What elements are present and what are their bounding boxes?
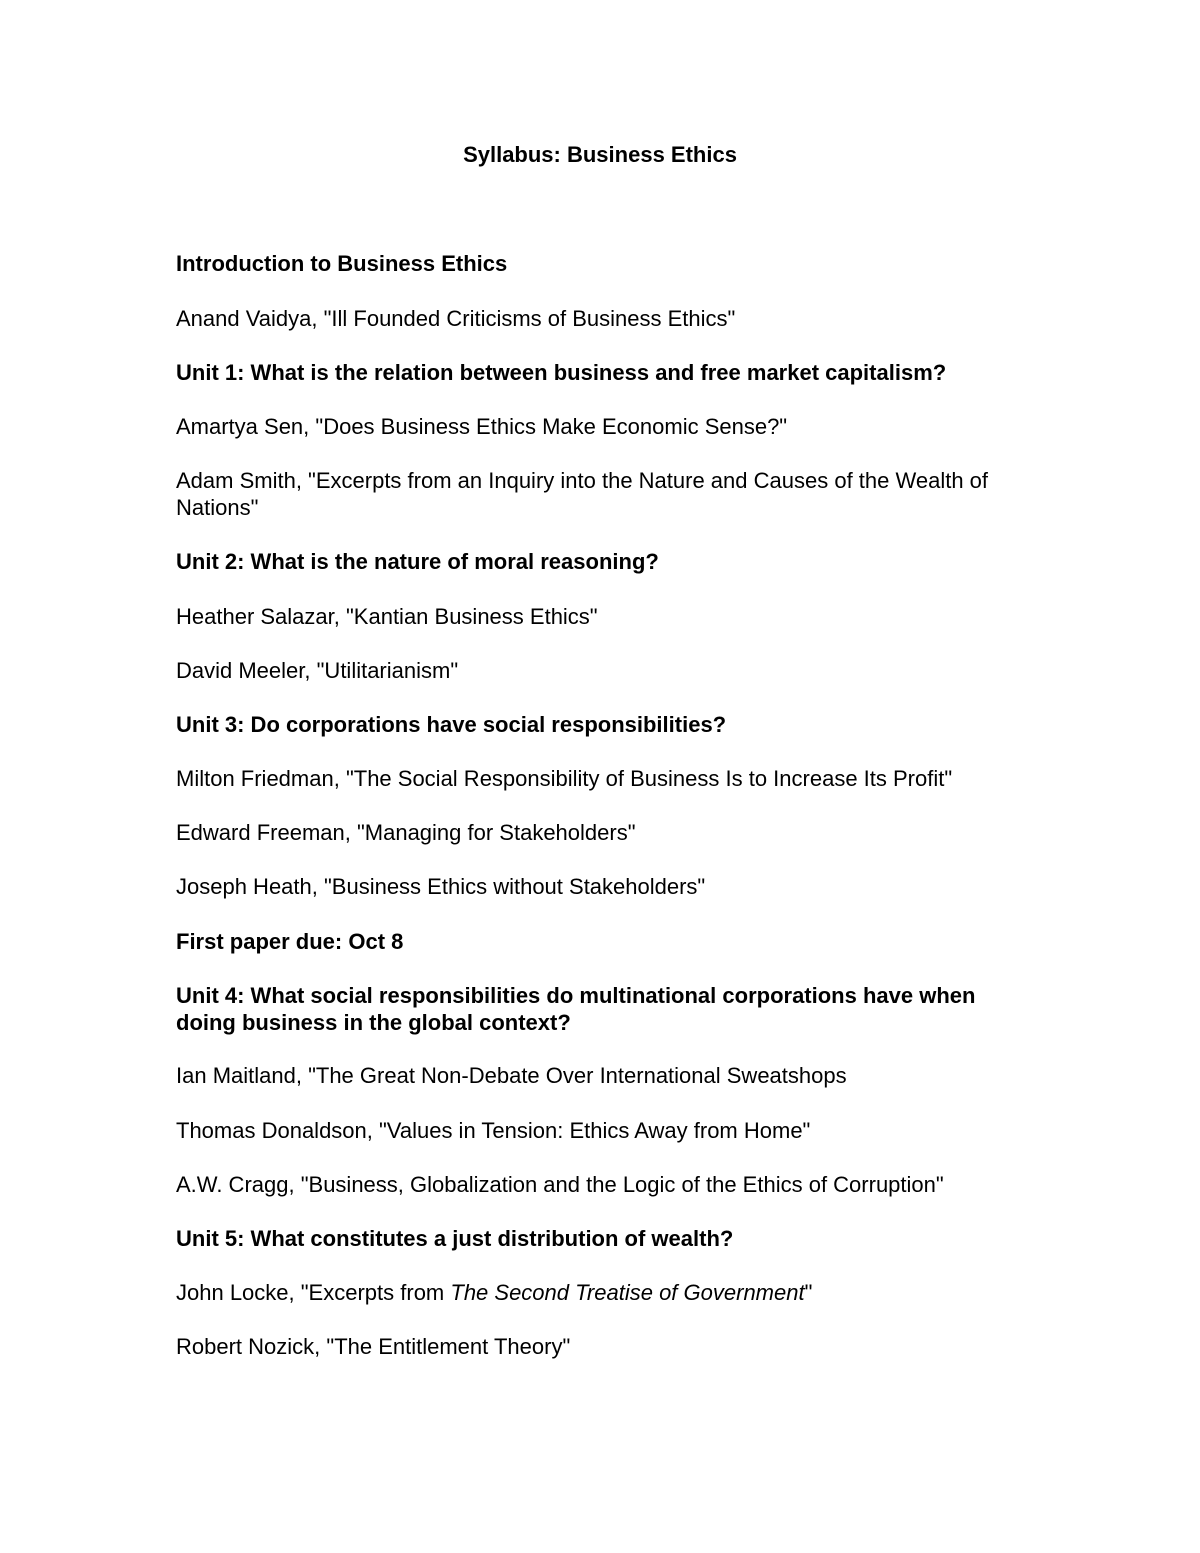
- reading-item: Robert Nozick, "The Entitlement Theory": [176, 1334, 571, 1359]
- reading-item: Anand Vaidya, "Ill Founded Criticisms of Business Ethics": [176, 306, 736, 331]
- unit-4-heading: Unit 4: What social responsibilities do multinational corporations have when doing business in the global context?: [176, 983, 976, 1035]
- reading-italic-title: The Second Treatise of Government: [450, 1280, 805, 1305]
- reading-prefix: John Locke, "Excerpts from: [176, 1280, 451, 1305]
- intro-heading: Introduction to Business Ethics: [176, 251, 508, 276]
- reading-item: Milton Friedman, "The Social Responsibility of Business Is to Increase Its Profit": [176, 766, 953, 791]
- page-title: Syllabus: Business Ethics: [463, 142, 737, 167]
- reading-item: Amartya Sen, "Does Business Ethics Make Economic Sense?": [176, 414, 788, 439]
- unit-1-heading: Unit 1: What is the relation between business and free market capitalism?: [176, 360, 947, 385]
- reading-item: David Meeler, "Utilitarianism": [176, 658, 459, 683]
- paper-deadline: First paper due: Oct 8: [176, 929, 404, 954]
- reading-item-locke: [176, 1279, 1036, 1306]
- reading-item: Heather Salazar, "Kantian Business Ethics": [176, 604, 598, 629]
- unit-2-heading: Unit 2: What is the nature of moral reasoning?: [176, 549, 659, 574]
- reading-item: Adam Smith, "Excerpts from an Inquiry into the Nature and Causes of the Wealth of Nations": [176, 468, 989, 520]
- reading-item: Joseph Heath, "Business Ethics without Stakeholders": [176, 874, 706, 899]
- reading-item: A.W. Cragg, "Business, Globalization and the Logic of the Ethics of Corruption": [176, 1172, 944, 1197]
- reading-item: Edward Freeman, "Managing for Stakeholders": [176, 820, 636, 845]
- unit-5-heading: Unit 5: What constitutes a just distribution of wealth?: [176, 1226, 734, 1251]
- reading-item: Ian Maitland, "The Great Non-Debate Over International Sweatshops: [176, 1063, 847, 1088]
- reading-item: Thomas Donaldson, "Values in Tension: Ethics Away from Home": [176, 1118, 811, 1143]
- reading-suffix: ": [804, 1280, 813, 1305]
- unit-3-heading: Unit 3: Do corporations have social responsibilities?: [176, 712, 727, 737]
